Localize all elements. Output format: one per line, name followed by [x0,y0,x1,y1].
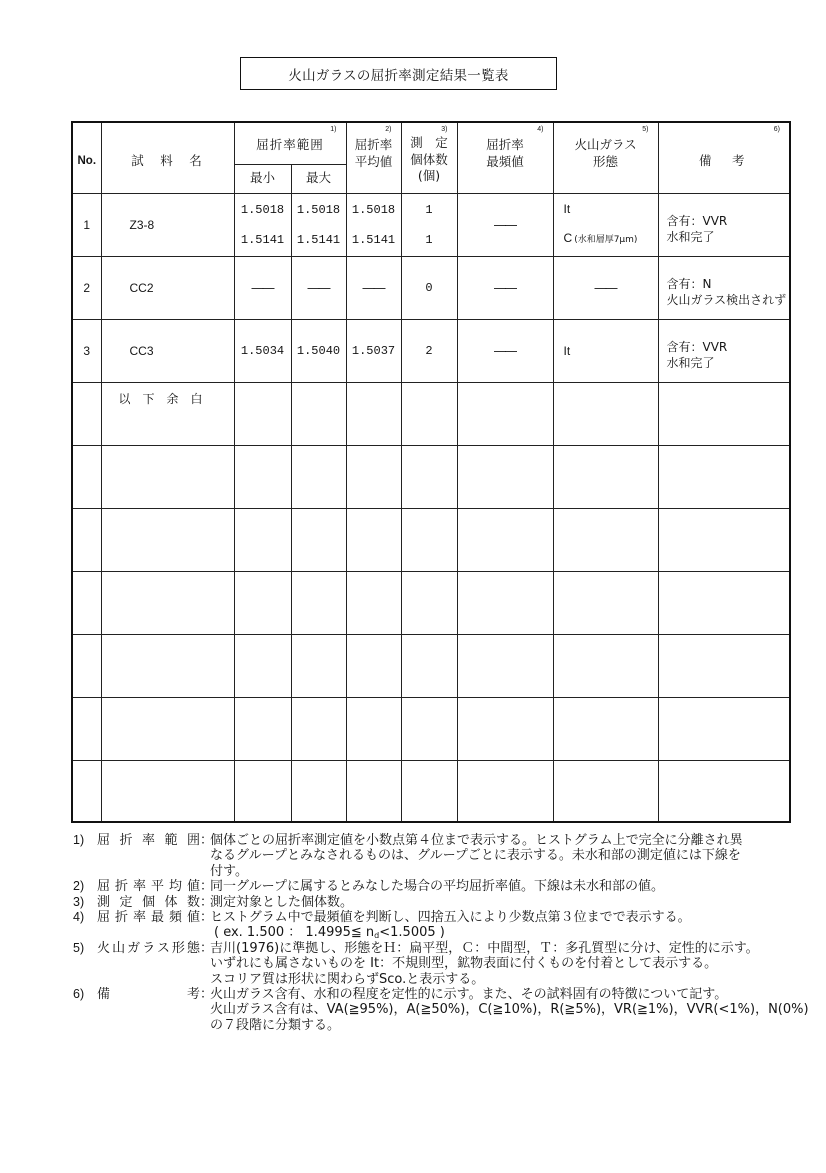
header-row [72,122,790,164]
remarks-line: 含有：VVR [666,213,728,228]
table-row [72,697,790,760]
cell-empty [658,382,790,445]
cell-empty [346,760,401,822]
header-morphology-line: 火山ガラス [574,137,637,153]
footnote-label: 火山ガラス形態 [97,940,200,956]
cell-sample: CC3 [101,319,234,382]
table-row [72,508,790,571]
footnote-4 [73,910,813,941]
cell-morphology [553,193,658,256]
cell-empty [72,634,101,697]
cell-min [234,193,291,256]
cell-empty [457,571,553,634]
cell-empty [72,697,101,760]
value-stack [347,195,401,255]
cell-empty [401,382,457,445]
header-mode-line: 最頻値 [486,153,524,169]
header-count [401,122,457,193]
footnote-1 [73,833,813,879]
footnote-ref: 3) [441,126,448,133]
footnote-line: 測定対象とした個体数。 [210,894,354,910]
footnote-number: 2) [73,879,85,894]
cell-empty [457,697,553,760]
footnote-5 [73,941,813,987]
cell-empty [658,508,790,571]
footnote-2 [73,879,813,894]
value-min: 1.5141 [240,232,285,247]
cell-empty [346,571,401,634]
header-mean [346,122,401,193]
cell-count: 2 [401,319,457,382]
footnote-line: なるグループとみなされるものは、グループごとに表示する。未水和部の測定値には下線を [210,848,741,864]
example-subscript: d [374,931,380,941]
cell-no: 1 [72,193,101,256]
table-row [72,760,790,822]
cell-max: ―― [291,256,346,319]
cell-empty [101,571,234,634]
footnote-line: いずれにも属さないものを It：不規則型，鉱物表面に付くものを付着として表示する。 [210,956,718,972]
footnote-separator: ： [200,910,214,926]
footnotes [73,833,813,1033]
footnote-line: 火山ガラス含有は、VA(≧95%)，A(≧50%)，C(≧10%)，R(≧5%)，VR(≧1%)，VVR(<1%)，N(0%) [210,1002,809,1018]
cell-empty [346,382,401,445]
value-max: 1.5018 [296,202,341,217]
footnote-separator: ： [200,940,214,956]
header-count-line: (個) [417,168,441,183]
header-mean-line: 平均値 [354,153,393,169]
cell-empty [291,760,346,822]
footnote-separator: ： [200,833,214,848]
cell-empty [291,571,346,634]
remarks-line: 水和完了 [666,355,715,370]
value-count: 1 [425,202,433,217]
morphology-line [564,201,658,217]
cell-empty [234,634,291,697]
cell-empty [401,634,457,697]
morphology-line [564,230,658,248]
cell-empty [553,571,658,634]
table-row [72,445,790,508]
cell-max: 1.5040 [291,319,346,382]
header-count-line: 測 定 [410,135,448,150]
header-mean-line: 屈折率 [354,137,393,153]
cell-mean [346,193,401,256]
cell-empty [72,508,101,571]
footnote-line: ヒストグラム中で最頻値を判断し、四捨五入により少数点第３位までで表示する。 [210,910,691,926]
cell-empty [401,445,457,508]
footnote-number: 3) [73,894,85,909]
cell-empty [401,571,457,634]
footnote-text [210,987,813,1033]
footnote-line: 同一グループに属するとみなした場合の平均屈折率値。下線は未水和部の値。 [210,879,664,895]
cell-empty [234,571,291,634]
document-title: 火山ガラスの屈折率測定結果一覧表 [288,67,509,84]
cell-no: 3 [72,319,101,382]
cell-empty [457,634,553,697]
cell-empty [72,382,101,445]
remarks-line: 火山ガラス検出されず [666,292,787,307]
value-stack [292,195,346,255]
cell-empty [658,697,790,760]
header-no-label: No. [77,155,97,167]
cell-empty [553,445,658,508]
footnote-number: 4) [73,910,85,925]
header-min [234,164,291,193]
cell-empty [101,445,234,508]
footnote-label: 屈 折 率 範 囲 [97,833,200,848]
table-row [72,571,790,634]
footnote-3 [73,895,813,910]
value-mean: 1.5141 [351,232,396,247]
morphology-type: C [563,231,573,245]
header-remarks [658,122,790,193]
cell-empty [234,697,291,760]
results-table [71,121,791,823]
cell-morphology: ―― [553,256,658,319]
footnote-label: 屈 折 率 最 頻 値 [97,910,200,926]
cell-empty [101,697,234,760]
cell-sample: 以 下 余 白 [101,382,234,445]
footnote-label: 備 考 [97,987,200,1003]
header-range-label: 屈折率範囲 [256,137,324,152]
footnote-number: 6) [73,987,85,1002]
footnote-text [210,910,813,941]
remarks-line: 含有：N [666,276,712,291]
footnote-label: 測 定 個 体 数 [97,894,200,910]
value-count: 1 [425,232,433,247]
header-sample-label: 試 料 名 [131,152,204,168]
cell-empty [346,445,401,508]
cell-empty [72,571,101,634]
cell-empty [72,445,101,508]
value-max: 1.5141 [296,232,341,247]
cell-empty [291,445,346,508]
cell-mode: ―― [457,256,553,319]
cell-empty [291,634,346,697]
header-morphology-line: 形態 [593,153,619,169]
header-mode-line: 屈折率 [486,137,524,153]
cell-count: 0 [401,256,457,319]
example-pre: ( ex. 1.500 ： 1.4995≦ n [214,925,375,941]
cell-empty [101,634,234,697]
cell-remarks [658,319,790,382]
footnote-line: 個体ごとの屈折率測定値を小数点第４位まで表示する。ヒストグラム上で完全に分離され異 [210,833,743,848]
cell-remarks [658,193,790,256]
cell-empty [658,760,790,822]
cell-empty [553,697,658,760]
footnote-label: 屈 折 率 平 均 値 [97,879,200,895]
cell-empty [457,445,553,508]
footnote-separator: ： [200,894,214,910]
footnote-line: 付す。 [210,863,248,879]
cell-empty [291,697,346,760]
footnote-ref: 1) [330,126,337,133]
cell-empty [401,508,457,571]
footnote-text [210,833,813,879]
cell-mode: ―― [457,319,553,382]
footnote-ref: 4) [537,126,544,133]
header-remarks-label: 備 考 [699,152,749,168]
cell-remarks [658,256,790,319]
footnote-line: 火山ガラス含有、水和の程度を定性的に示す。また、その試料固有の特徴について記す。 [210,987,728,1003]
example-post: <1.5005 ) [379,925,445,941]
header-mode [457,122,553,193]
footnote-separator: ： [200,987,214,1003]
cell-sample: CC2 [101,256,234,319]
table-body [72,193,790,822]
footnote-number: 1) [73,833,85,847]
cell-empty [234,445,291,508]
table-row [72,319,790,382]
cell-empty [346,634,401,697]
remarks-line: 水和完了 [666,229,715,244]
cell-empty [457,760,553,822]
cell-empty [234,382,291,445]
value-stack [235,195,291,255]
header-no [72,122,101,193]
footnote-text [210,895,813,910]
table-row [72,634,790,697]
header-min-label: 最小 [249,170,275,186]
value-min: 1.5018 [240,202,285,217]
cell-empty [101,508,234,571]
table-header [72,122,790,193]
header-max-label: 最大 [306,170,332,186]
table-row [72,193,790,256]
footnote-line: スコリア質は形状に関わらずSco.と表示する。 [210,971,485,987]
footnote-line: 吉川(1976)に準拠し、形態をＨ：扁平型，Ｃ：中間型，Ｔ：多孔質型に分け、定性的に示す。 [210,940,759,956]
cell-empty [291,508,346,571]
header-max [291,164,346,193]
cell-empty [234,760,291,822]
header-range [234,122,346,164]
footnote-ref: 5) [642,126,649,133]
footnote-example [210,925,813,940]
cell-empty [553,382,658,445]
morphology-detail: (水和層厚7μm) [574,235,638,245]
remarks-line: 含有：VVR [666,339,728,354]
morphology-type: It [563,202,571,216]
table-row [72,256,790,319]
cell-empty [658,445,790,508]
cell-empty [553,508,658,571]
cell-empty [553,634,658,697]
cell-min: ―― [234,256,291,319]
cell-empty [457,382,553,445]
cell-empty [401,760,457,822]
cell-no: 2 [72,256,101,319]
cell-empty [346,508,401,571]
footnote-line: の７段階に分類する。 [210,1017,341,1033]
cell-count [401,193,457,256]
footnote-separator: ： [200,879,214,895]
cell-empty [658,634,790,697]
footnote-text [210,879,813,894]
cell-empty [291,382,346,445]
value-mean: 1.5018 [351,202,396,217]
cell-sample: Z3-8 [101,193,234,256]
cell-empty [658,571,790,634]
cell-empty [553,760,658,822]
cell-morphology: It [553,319,658,382]
cell-empty [346,697,401,760]
header-count-line: 個体数 [410,151,448,167]
cell-max [291,193,346,256]
cell-mode: ―― [457,193,553,256]
cell-mean: 1.5037 [346,319,401,382]
cell-mean: ―― [346,256,401,319]
header-sample [101,122,234,193]
cell-empty [72,760,101,822]
footnote-ref: 6) [773,126,781,133]
cell-empty [101,760,234,822]
footnote-number: 5) [73,940,85,955]
header-morphology [553,122,658,193]
cell-empty [234,508,291,571]
value-stack [564,195,658,255]
footnote-6 [73,987,813,1033]
title-box [240,57,557,90]
cell-empty [457,508,553,571]
cell-empty [401,697,457,760]
footnote-ref: 2) [385,126,392,133]
footnote-text [210,941,813,987]
value-stack [402,195,457,255]
table-row [72,382,790,445]
cell-min: 1.5034 [234,319,291,382]
